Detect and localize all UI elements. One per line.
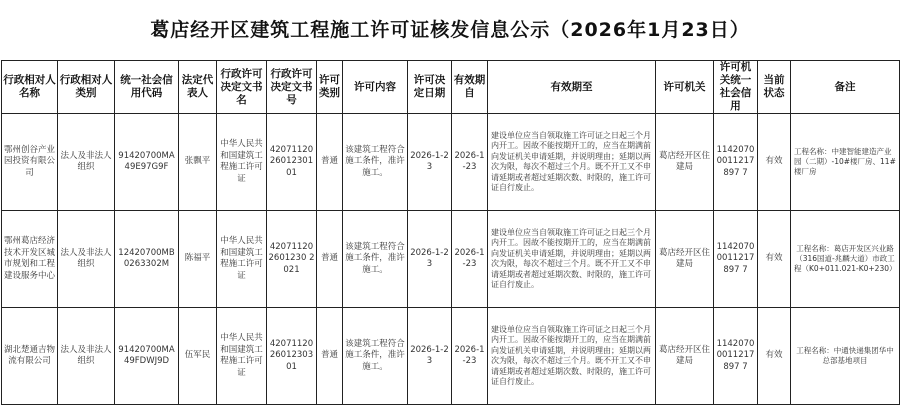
cell-subject-name: 湖北楚通吉物流有限公司 [2, 308, 58, 405]
cell-status: 有效 [758, 211, 791, 308]
header-doc-name: 行政许可决定文书名 [217, 61, 267, 114]
cell-content: 该建筑工程符合施工条件，准许施工。 [343, 211, 408, 308]
cell-doc-name: 中华人民共和国建筑工程施工许可证 [217, 114, 267, 211]
cell-authority: 葛店经开区住建局 [656, 114, 714, 211]
cell-valid-from: 2026-1-23 [452, 308, 488, 405]
cell-content: 该建筑工程符合施工条件，准许施工。 [343, 114, 408, 211]
cell-authority-code: 11420700011217897 7 [714, 211, 758, 308]
cell-subject-name: 鄂州葛店经济技术开发区城市规划和工程建设服务中心 [2, 211, 58, 308]
cell-valid-to: 建设单位应当自领取施工许可证之日起三个月内开工。因故不能按期开工的，应当在期满前向发证机关申请延期，并说明理由；延期以两次为限，每次不超过三个月。既不开工又不申请延期或者超过延期次数、时限的，施工许可证自行废止。 [488, 308, 656, 405]
cell-authority: 葛店经开区住建局 [656, 308, 714, 405]
cell-valid-to: 建设单位应当自领取施工许可证之日起三个月内开工。因故不能按期开工的，应当在期满前向发证机关申请延期，并说明理由；延期以两次为限，每次不超过三个月。既不开工又不申请延期或者超过延期次数、时限的，施工许可证自行废止。 [488, 211, 656, 308]
header-content: 许可内容 [343, 61, 408, 114]
cell-valid-to: 建设单位应当自领取施工许可证之日起三个月内开工。因故不能按期开工的，应当在期满前向发证机关申请延期，并说明理由；延期以两次为限，每次不超过三个月。既不开工又不申请延期或者超过延期次数、时限的，施工许可证自行废止。 [488, 114, 656, 211]
header-remark: 备注 [791, 61, 900, 114]
cell-decision-date: 2026-1-23 [408, 308, 452, 405]
cell-license-type: 普通 [317, 114, 343, 211]
cell-doc-no: 420711202601230 2021 [267, 211, 317, 308]
header-valid-from: 有效期自 [452, 61, 488, 114]
cell-license-type: 普通 [317, 308, 343, 405]
cell-legal-rep: 张飘平 [179, 114, 217, 211]
cell-legal-rep: 伍军民 [179, 308, 217, 405]
table-row [2, 114, 900, 211]
cell-valid-from: 2026-1-23 [452, 114, 488, 211]
cell-doc-name: 中华人民共和国建筑工程施工许可证 [217, 308, 267, 405]
cell-doc-no: 420711202601230301 [267, 308, 317, 405]
cell-remark: 工程名称：中通快递集团华中总部基地项目 [791, 308, 900, 405]
cell-doc-no: 420711202601230101 [267, 114, 317, 211]
cell-authority: 葛店经开区住建局 [656, 211, 714, 308]
page-title: 葛店经开区建筑工程施工许可证核发信息公示（2026年1月23日） [150, 19, 750, 41]
header-credit-code: 统一社会信用代码 [115, 61, 179, 114]
header-valid-to: 有效期至 [488, 61, 656, 114]
cell-decision-date: 2026-1-23 [408, 114, 452, 211]
header-authority-code: 许可机关统一社会信用 [714, 61, 758, 114]
table-row [2, 308, 900, 405]
cell-decision-date: 2026-1-23 [408, 211, 452, 308]
cell-credit-code: 91420700MA49E97G9F [115, 114, 179, 211]
header-decision-date: 许可决定日期 [408, 61, 452, 114]
cell-credit-code: 12420700MB0263302M [115, 211, 179, 308]
cell-subject-category: 法人及非法人组织 [58, 308, 115, 405]
cell-doc-name: 中华人民共和国建筑工程施工许可证 [217, 211, 267, 308]
cell-remark: 工程名称：中建智能建造产业园（二期）-10#楼厂房、11#楼厂房 [791, 114, 900, 211]
cell-subject-category: 法人及非法人组织 [58, 114, 115, 211]
cell-license-type: 普通 [317, 211, 343, 308]
cell-content: 该建筑工程符合施工条件，准许施工。 [343, 308, 408, 405]
cell-status: 有效 [758, 308, 791, 405]
cell-legal-rep: 陈福平 [179, 211, 217, 308]
cell-subject-name: 鄂州创谷产业园投资有限公司 [2, 114, 58, 211]
cell-authority-code: 11420700011217897 7 [714, 308, 758, 405]
header-subject-name: 行政相对人名称 [2, 61, 58, 114]
cell-remark: 工程名称：葛店开发区兴业路（316国道-兆麟大道）市政工程（K0+011.021-K0+230） [791, 211, 900, 308]
header-status: 当前状态 [758, 61, 791, 114]
license-table [1, 60, 900, 405]
cell-valid-from: 2026-1-23 [452, 211, 488, 308]
cell-subject-category: 法人及非法人组织 [58, 211, 115, 308]
header-row [2, 61, 900, 114]
cell-status: 有效 [758, 114, 791, 211]
header-legal-rep: 法定代表人 [179, 61, 217, 114]
cell-authority-code: 11420700011217897 7 [714, 114, 758, 211]
table-row [2, 211, 900, 308]
cell-credit-code: 91420700MA49FDWJ9D [115, 308, 179, 405]
header-subject-category: 行政相对人类别 [58, 61, 115, 114]
header-license-type: 许可类别 [317, 61, 343, 114]
header-authority: 许可机关 [656, 61, 714, 114]
header-doc-no: 行政许可决定文书号 [267, 61, 317, 114]
